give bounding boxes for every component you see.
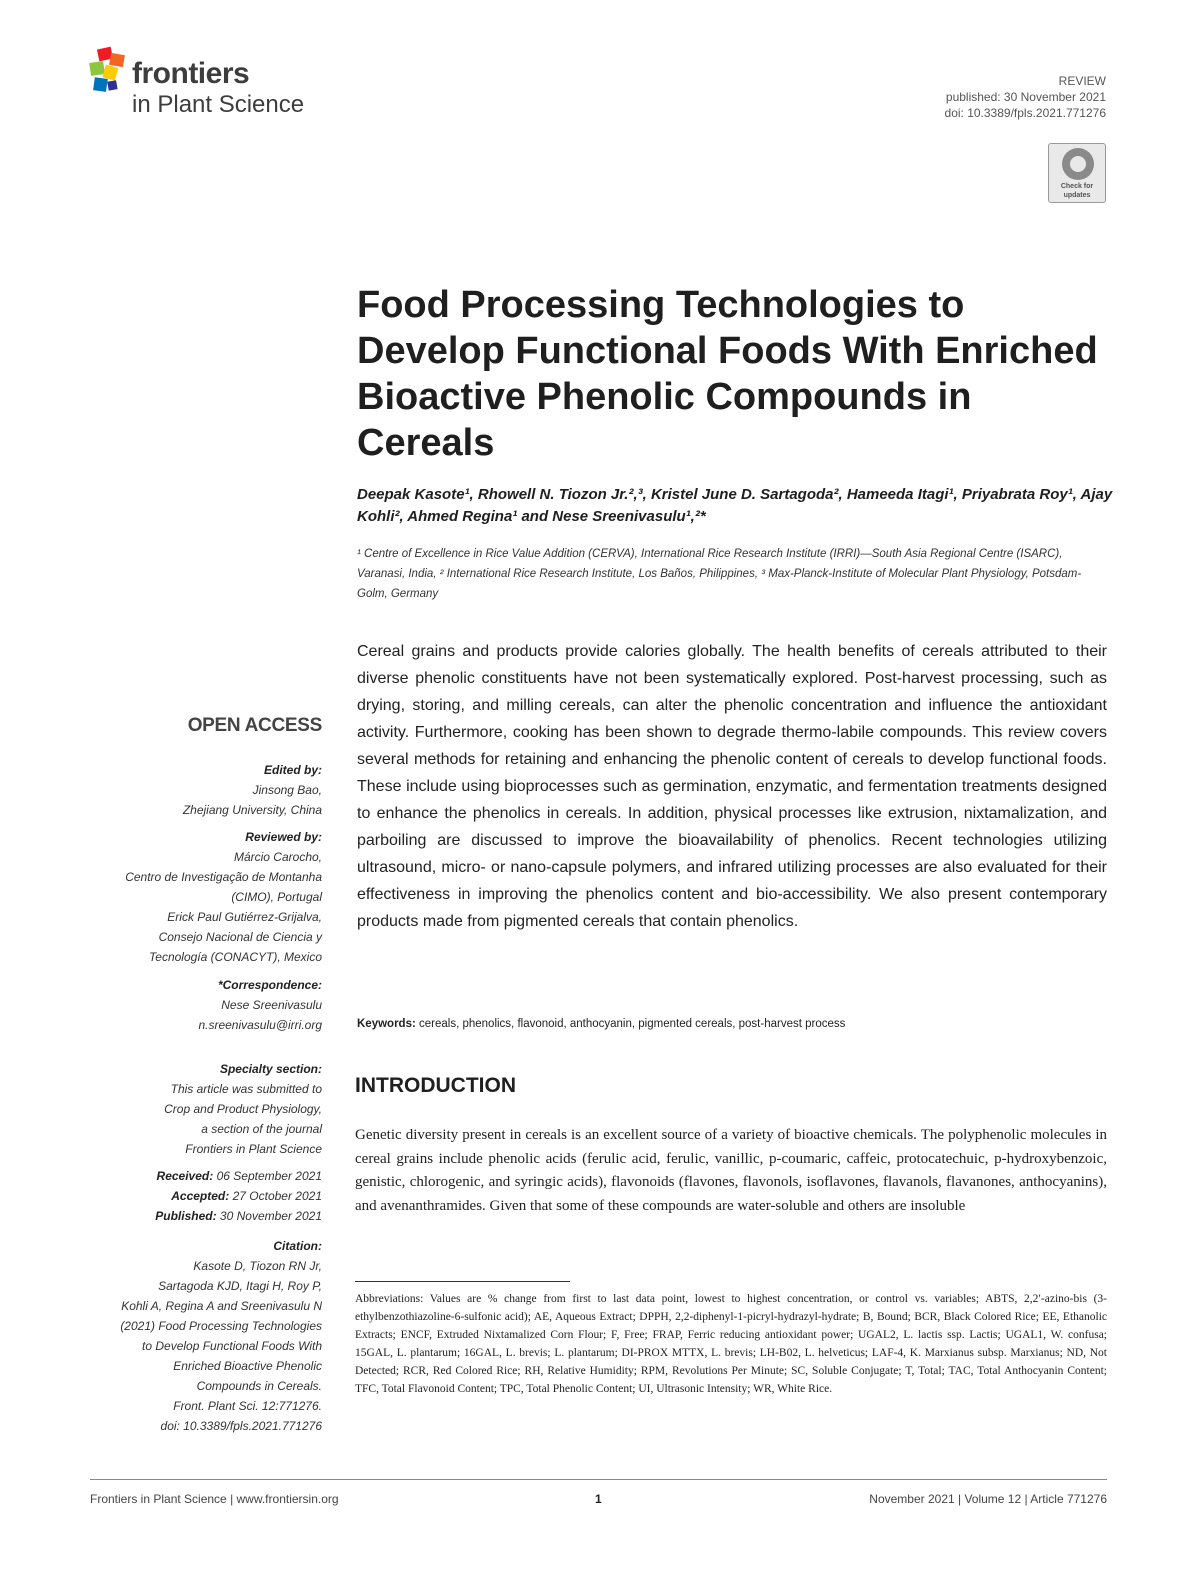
journal-logo-line1: frontiers	[132, 57, 250, 90]
edited-by-label: Edited by:	[263, 763, 322, 777]
published-date-sidebar: 30 November 2021	[219, 1209, 322, 1223]
specialty-line: This article was submitted to	[170, 1082, 322, 1096]
introduction-heading: INTRODUCTION	[355, 1074, 516, 1097]
editor-line: Zhejiang University, China	[182, 803, 322, 817]
open-access-label: OPEN ACCESS	[187, 715, 322, 736]
check-updates-icon	[1062, 148, 1094, 180]
article-title: Food Processing Technologies to Develop Functional Foods With Enriched Bioactive Phenolic Compounds in Cereals	[357, 284, 1098, 464]
footer-divider	[90, 1479, 1107, 1480]
abbreviations-footnote: Abbreviations: Values are % change from first to last data point, lowest to highest concentration, or control vs. variables; ABTS, 2,2′-azino-bis (3-ethylbenzothiazoline-6-sulfonic acid); AE, Aqueous Extract; DPPH, 2,2-diphenyl-1-picryl-hydrazyl-hydrate; B, Bound; BCR, Black Colored Rice; EE, Ethanolic Extracts; ENCF, Extruded Nixtamalized Corn Flour; F, Free; FRAP, Ferric reducing antioxidant power; UGAL2, L. lactis ssp. Lactis; UGAL1, W. confusa; 15GAL, L. plantarum; 16GAL, L. brevis; L. plantarum; DI-PROX MTTX, L. brevis; LH-B02, L. helveticus; LAF-4, K. Marxianus subsp. Marxianus; ND, Not Detected; RCR, Red Colored Rice; RH, Relative Humidity; RPM, Revolutions Per Minute; SC, Soluble Conjugate; T, Total; TAC, Total Anthocyanin Content; TFC, Total Flavonoid Content; TPC, Total Phenolic Content; UI, Ultrasonic Intensity; WR, White Rice.	[355, 1293, 1107, 1395]
correspondence-name: Nese Sreenivasulu	[221, 998, 322, 1012]
specialty-section	[90, 1059, 322, 1159]
doi-link[interactable]: doi: 10.3389/fpls.2021.771276	[944, 106, 1106, 120]
abstract: Cereal grains and products provide calories globally. The health benefits of cereals attributed to their diverse phenolic constituents have not been systematically explored. Post-harvest processing, such as drying, storing, and milling cereals, can alter the phenolic concentration and influence the antioxidant activity. Furthermore, cooking has been shown to degrade thermo-labile compounds. This review covers several methods for retaining and enhancing the phenolic content of cereals to develop functional foods. These include using bioprocesses such as germination, enzymatic, and fermentation treatments designed to enhance the phenolics in cereals. In addition, physical processes like extrusion, nixtamalization, and parboiling are discussed to improve the bioavailability of phenolics. Recent technologies utilizing ultrasound, micro- or nano-capsule polymers, and infrared utilizing processes are also evaluated for their effectiveness in improving the phenolics content and bio-accessibility. We also present contemporary products made from pigmented cereals that contain phenolics.	[357, 643, 1107, 930]
footer-issue-info: November 2021 | Volume 12 | Article 771276	[869, 1492, 1107, 1506]
affiliations: ¹ Centre of Excellence in Rice Value Addition (CERVA), International Rice Research Institute (IRRI)—South Asia Regional Centre (ISARC), Varanasi, India, ² International Rice Research Institute, Los Baños, Philippines, ³ Max-Planck-Institute of Molecular Plant Physiology, Potsdam-Golm, Germany	[357, 548, 1082, 600]
footnote-divider	[355, 1281, 570, 1282]
footer-journal-link[interactable]: Frontiers in Plant Science | www.frontiersin.org	[90, 1492, 339, 1506]
citation-line: Kasote D, Tiozon RN Jr,	[193, 1259, 322, 1273]
citation-line: Front. Plant Sci. 12:771276.	[173, 1399, 322, 1413]
article-meta	[945, 73, 1106, 121]
check-for-updates-button[interactable]	[1048, 143, 1106, 203]
received-date: 06 September 2021	[216, 1169, 322, 1183]
keywords-label: Keywords:	[357, 1018, 416, 1030]
reviewer-line: (CIMO), Portugal	[231, 890, 322, 904]
citation-line: Compounds in Cereals.	[196, 1379, 322, 1393]
editor-line: Jinsong Bao,	[252, 783, 322, 797]
received-label: Received:	[156, 1169, 214, 1183]
citation-line: (2021) Food Processing Technologies	[120, 1319, 322, 1333]
reviewed-by-label: Reviewed by:	[245, 830, 322, 844]
dates-section	[90, 1166, 322, 1226]
accepted-label: Accepted:	[171, 1189, 230, 1203]
published-label: Published:	[155, 1209, 217, 1223]
accepted-date: 27 October 2021	[232, 1189, 322, 1203]
keywords	[357, 1016, 1107, 1032]
article-type: REVIEW	[1058, 74, 1106, 88]
published-date: published: 30 November 2021	[945, 90, 1106, 104]
introduction-paragraph: Genetic diversity present in cereals is an excellent source of a variety of bioactive chemicals. The polyphenolic molecules in cereal grains include phenolic acids (ferulic acid, ferulic, vanillic, p-coumaric, caffeic, protocatechuic, p-hydroxybenzoic, genistic, chlorogenic, and syringic acids), flavonoids (flavones, flavonols, isoflavones, flavanols, flavanones, anthocyanins), and avenanthramides. Given that some of these compounds are water-soluble and others are insoluble	[355, 1127, 1107, 1214]
citation-label: Citation:	[273, 1239, 322, 1253]
specialty-line: a section of the journal	[201, 1122, 322, 1136]
frontiers-logo-icon	[88, 46, 130, 98]
specialty-line: Frontiers in Plant Science	[185, 1142, 322, 1156]
reviewer-line: Márcio Carocho,	[233, 850, 322, 864]
reviewer-line: Centro de Investigação de Montanha	[125, 870, 322, 884]
author-list: Deepak Kasote¹, Rhowell N. Tiozon Jr.²,³, Kristel June D. Sartagoda², Hameeda Itagi¹, Priyabrata Roy¹, Ajay Kohli², Ahmed Regina¹ and Nese Sreenivasulu¹,²*	[357, 486, 1113, 525]
reviewer-line: Tecnología (CONACYT), Mexico	[149, 950, 322, 964]
correspondence-section	[90, 975, 322, 1035]
citation-section	[90, 1236, 322, 1436]
journal-logo-line2: in Plant Science	[132, 91, 305, 118]
citation-line: Sartagoda KJD, Itagi H, Roy P,	[158, 1279, 322, 1293]
citation-line: Kohli A, Regina A and Sreenivasulu N	[121, 1299, 322, 1313]
citation-doi-link[interactable]: doi: 10.3389/fpls.2021.771276	[160, 1419, 322, 1433]
page-number: 1	[595, 1492, 602, 1506]
keywords-list: cereals, phenolics, flavonoid, anthocyanin, pigmented cereals, post-harvest process	[419, 1018, 846, 1030]
specialty-label: Specialty section:	[219, 1062, 322, 1076]
reviewer-line: Erick Paul Gutiérrez-Grijalva,	[167, 910, 322, 924]
citation-line: Enriched Bioactive Phenolic	[173, 1359, 322, 1373]
check-updates-label: Check for updates	[1060, 183, 1094, 199]
reviewer-line: Consejo Nacional de Ciencia y	[158, 930, 322, 944]
correspondence-label: *Correspondence:	[217, 978, 322, 992]
reviewed-by-section	[90, 827, 322, 967]
specialty-line: Crop and Product Physiology,	[164, 1102, 322, 1116]
citation-line: to Develop Functional Foods With	[142, 1339, 322, 1353]
edited-by-section	[90, 760, 322, 820]
correspondence-email-link[interactable]: n.sreenivasulu@irri.org	[198, 1018, 322, 1032]
